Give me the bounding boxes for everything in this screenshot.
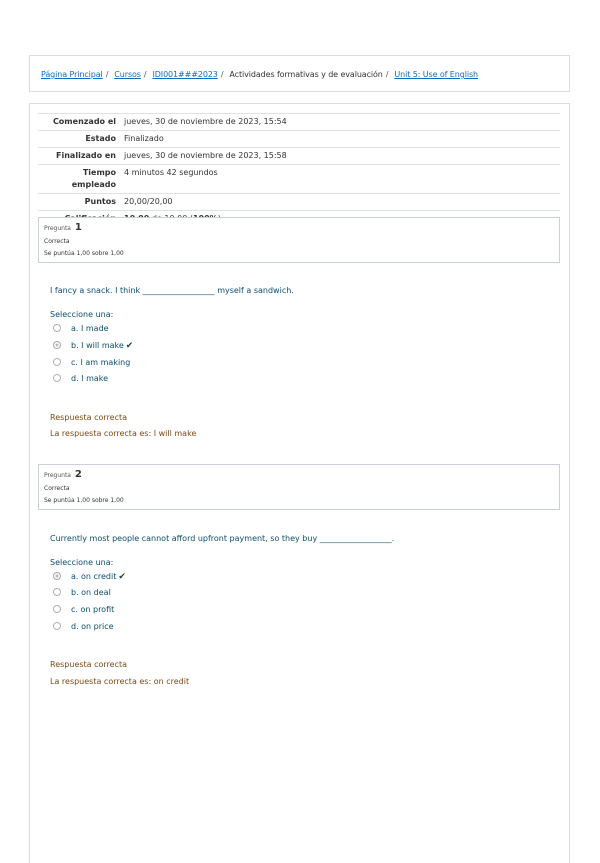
summary-label: Puntos [84,197,116,206]
question-1-text: I fancy a snack. I think __________________ myself a sandwich. [50,286,294,295]
question-1-info [38,217,560,263]
option-label: b. on deal [71,588,111,597]
question-state: Correcta [44,238,70,245]
breadcrumb-container [29,55,570,92]
breadcrumb [41,70,478,79]
option-label: a. I made [71,324,109,333]
option-label: c. I am making [71,358,131,367]
question-2-option-c[interactable] [53,605,114,617]
summary-value: jueves, 30 de noviembre de 2023, 15:58 [124,151,287,160]
question-2-option-d[interactable] [53,622,114,634]
summary-value: jueves, 30 de noviembre de 2023, 15:54 [124,117,287,126]
attempt-summary-table [38,113,560,228]
summary-label: Comenzado el [52,117,116,126]
question-2-prompt: Seleccione una: [50,558,114,567]
option-label: a. on credit [71,572,117,581]
question-number: Pregunta 1 [44,222,82,233]
question-1-feedback: Respuesta correcta [50,413,128,422]
radio-button-selected[interactable] [53,341,61,349]
option-label: d. on price [71,622,114,631]
check-icon: ✔ [118,572,126,582]
question-2-right-answer: La respuesta correcta es: on credit [50,677,190,686]
question-1-prompt: Seleccione una: [50,310,114,319]
question-state: Correcta [44,485,70,492]
radio-button-selected[interactable] [53,572,61,580]
radio-button[interactable] [53,588,61,596]
radio-button[interactable] [53,358,61,366]
question-2-feedback: Respuesta correcta [50,660,128,669]
breadcrumb-separator: / [385,70,389,79]
radio-button[interactable] [53,622,61,630]
breadcrumb-separator: / [143,70,147,79]
question-grade: Se puntúa 1,00 sobre 1,00 [44,497,124,504]
question-number: Pregunta 2 [44,469,82,480]
summary-row-state [38,131,560,148]
option-label: b. I will make [71,341,124,350]
summary-row-started [38,114,560,131]
summary-value: 20,00/20,00 [124,197,173,206]
summary-label: Estado [85,134,116,143]
breadcrumb-courses-link[interactable]: Cursos [114,70,141,79]
summary-value: 4 minutos 42 segundos [124,168,218,177]
question-1-option-b[interactable] [53,341,133,353]
question-2-option-b[interactable] [53,588,111,600]
question-grade: Se puntúa 1,00 sobre 1,00 [44,250,124,257]
radio-button[interactable] [53,324,61,332]
question-1-right-answer: La respuesta correcta es: I will make [50,429,197,438]
breadcrumb-course-link[interactable]: IDI001###2023 [152,70,218,79]
question-2-info [38,464,560,510]
question-1-option-d[interactable] [53,374,108,386]
summary-label: Finalizado en [56,151,116,160]
option-label: c. on profit [71,605,115,614]
question-1-option-c[interactable] [53,358,130,370]
question-1-option-a[interactable] [53,324,109,336]
summary-row-finished [38,148,560,165]
breadcrumb-home-link[interactable]: Página Principal [41,70,103,79]
radio-button[interactable] [53,374,61,382]
question-2-text: Currently most people cannot afford upfront payment, so they buy __________________. [50,534,395,543]
breadcrumb-separator: / [105,70,109,79]
question-2-option-a[interactable] [53,572,126,584]
breadcrumb-unit-link[interactable]: Unit 5: Use of English [394,70,478,79]
summary-value: Finalizado [124,134,164,143]
radio-button[interactable] [53,605,61,613]
option-label: d. I make [71,374,109,383]
check-icon: ✔ [125,341,134,351]
summary-row-time [38,165,560,194]
summary-row-points [38,194,560,211]
summary-label: Tiempo empleado [71,168,116,189]
breadcrumb-section: Actividades formativas y de evaluación [229,70,383,79]
breadcrumb-separator: / [220,70,224,79]
